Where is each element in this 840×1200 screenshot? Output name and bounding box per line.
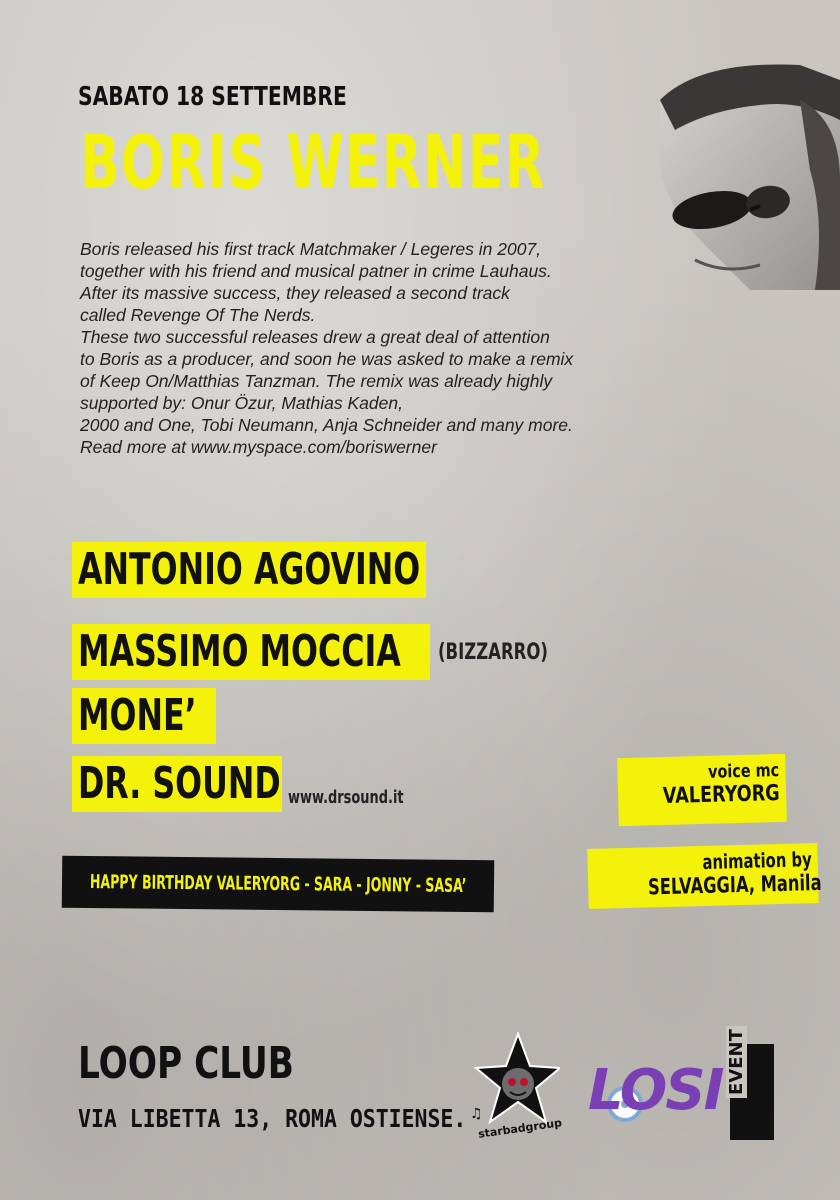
dj-note: (BIZZARRO) (438, 639, 548, 665)
venue-name: LOOP CLUB (78, 1038, 294, 1089)
animation-names: SELVAGGIA, Manila (647, 870, 822, 901)
bio-line: together with his friend and musical patner in crime Lauhaus. (80, 261, 552, 281)
dj-name-tag (72, 542, 426, 598)
dj-name: MASSIMO MOCCIA (78, 626, 401, 677)
voice-mc-tag (617, 754, 787, 826)
bio-line: After its massive success, they released a second track (80, 283, 510, 303)
voice-mc-label: voice mc (707, 759, 780, 783)
losi-logo-text: LOSI (588, 1058, 723, 1123)
lineup-item (72, 624, 585, 680)
bio-line: Boris released his first track Matchmaker / Legeres in 2007, (80, 239, 542, 259)
animation-label: animation by (702, 847, 812, 875)
venue-address: VIA LIBETTA 13, ROMA OSTIENSE. (78, 1104, 467, 1133)
animation-tag (587, 843, 822, 909)
dj-name: ANTONIO AGOVINO (78, 544, 421, 595)
lineup-item (72, 756, 449, 812)
dj-name-tag (72, 624, 430, 680)
bio-line: Read more at www.myspace.com/boriswerner (80, 437, 437, 457)
dj-website: www.drsound.it (288, 786, 404, 808)
dj-name-tag (72, 756, 282, 812)
music-note-icon: ♫ (470, 1106, 483, 1122)
bio-line: These two successful releases drew a great deal of attention (80, 327, 550, 347)
birthday-banner (62, 856, 495, 913)
bio-line: called Revenge Of The Nerds. (80, 305, 316, 325)
headliner-bio (80, 238, 700, 458)
voice-mc-name: VALERYORG (662, 780, 781, 810)
starbadgroup-logo-text: starbadgroup (477, 1116, 563, 1141)
headliner-name: BORIS WERNER (80, 120, 546, 206)
dj-name: MONE’ (78, 690, 197, 741)
bio-line: to Boris as a producer, and soon he was asked to make a remix (80, 349, 574, 369)
dj-name-tag (72, 688, 216, 744)
lineup-item (72, 688, 216, 744)
dj-name: DR. SOUND (78, 758, 281, 809)
bio-line: 2000 and One, Tobi Neumann, Anja Schneider and many more. (80, 415, 573, 435)
bio-line: supported by: Onur Özur, Mathias Kaden, (80, 393, 403, 413)
birthday-text: HAPPY BIRTHDAY VALERYORG - SARA - JONNY - SASA’ (89, 871, 467, 897)
bio-line: of Keep On/Matthias Tanzman. The remix was already highly (80, 371, 553, 391)
lineup-item (72, 542, 426, 598)
event-logo-text: EVENT (726, 1026, 747, 1098)
event-date: SABATO 18 SETTEMBRE (78, 82, 347, 112)
